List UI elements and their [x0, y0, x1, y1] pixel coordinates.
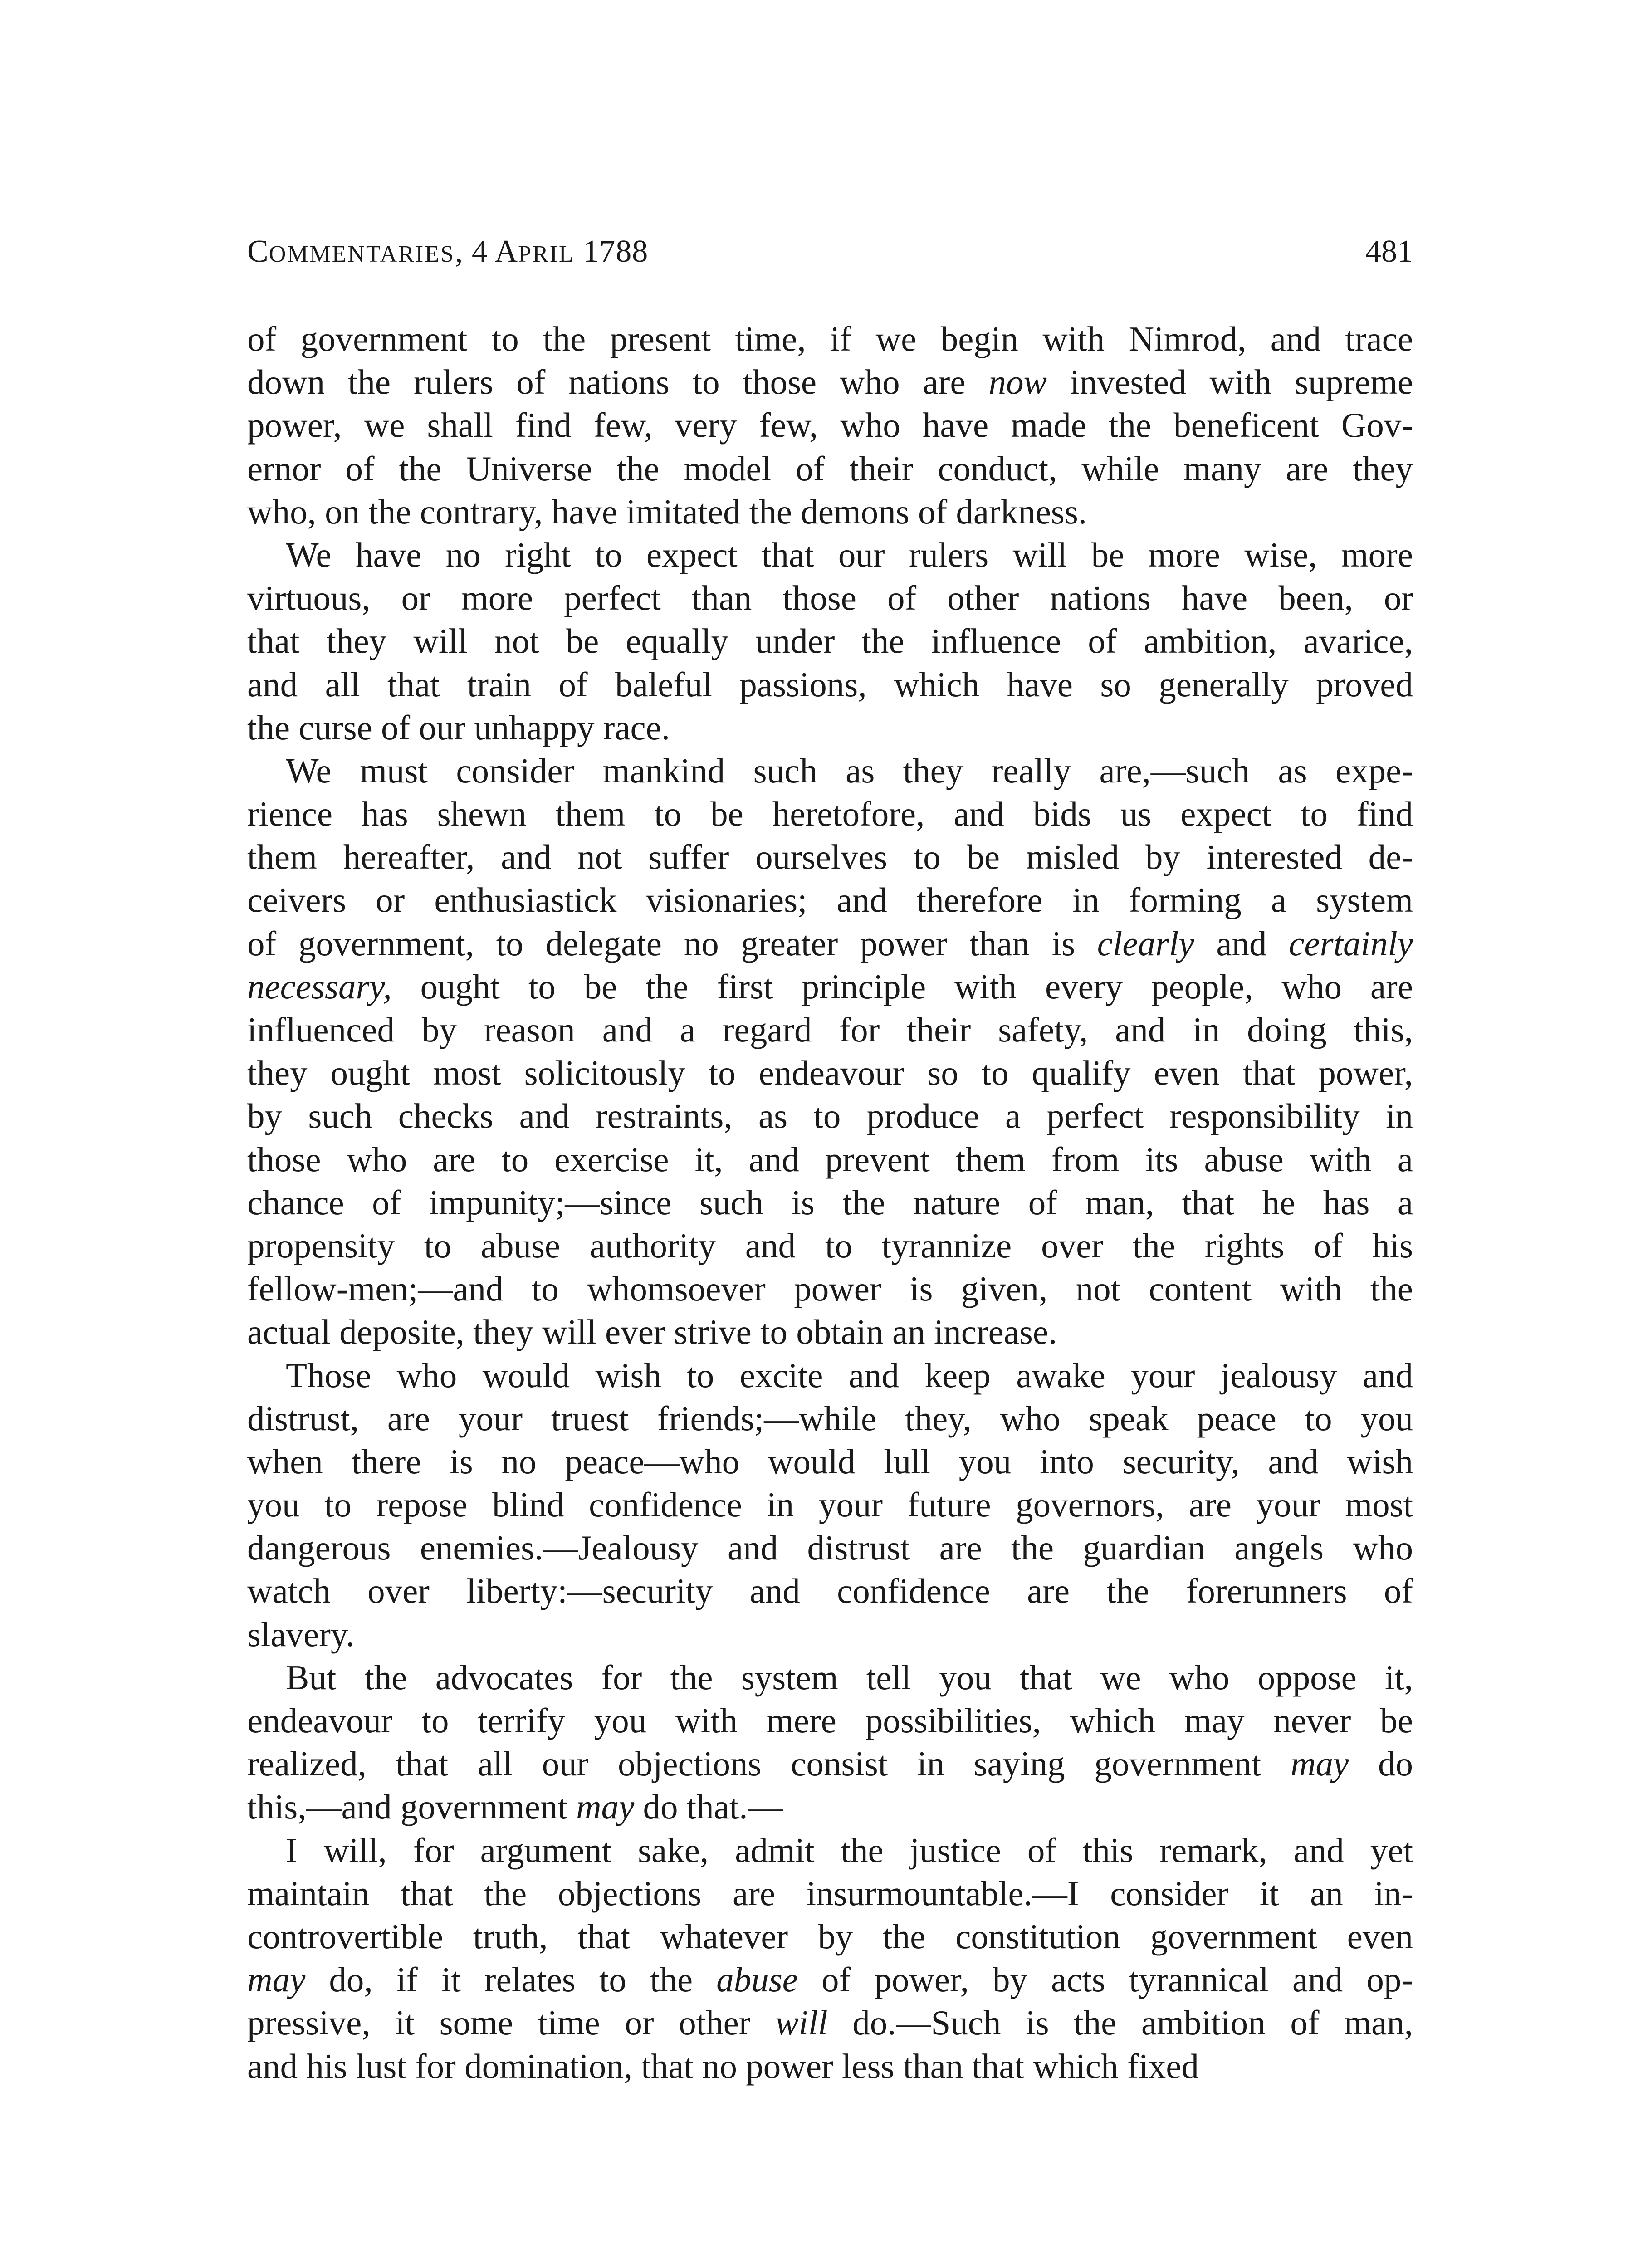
- paragraph: [247, 749, 1413, 1354]
- text-line: [247, 447, 1413, 490]
- text-run: ought to be the first principle with every people, who are: [391, 967, 1413, 1006]
- text-line: [247, 706, 1413, 749]
- text-line: [247, 1872, 1413, 1915]
- text-line: [247, 533, 1413, 577]
- running-head-title-cap1: C: [247, 234, 269, 269]
- text-line: [247, 792, 1413, 836]
- text-run: dangerous enemies.—Jealousy and distrust are the guardian angels who: [247, 1528, 1413, 1568]
- text-run: do, if it relates to the: [305, 1960, 717, 1999]
- text-run: of power, by acts tyrannical and op-: [797, 1960, 1413, 1999]
- italic-text: may: [247, 1960, 306, 1999]
- text-run: rience has shewn them to be heretofore, and bids us expect to find: [247, 794, 1413, 834]
- text-run: when there is no peace—who would lull you into security, and wish: [247, 1442, 1413, 1481]
- text-run: I will, for argument sake, admit the justice of this remark, and yet: [286, 1830, 1413, 1870]
- text-run: We must consider mankind such as they really are,—such as expe-: [286, 751, 1413, 790]
- text-line: [247, 1095, 1413, 1138]
- text-run: actual deposite, they will ever strive to obtain an increase.: [247, 1312, 1057, 1352]
- text-run: watch over liberty:—security and confidence are the forerunners of: [247, 1571, 1413, 1611]
- text-line: [247, 1656, 1413, 1699]
- text-run: virtuous, or more perfect than those of other nations have been, or: [247, 578, 1413, 618]
- text-run: of government, to delegate no greater power than is: [247, 924, 1097, 963]
- text-run: do.—Such is the ambition of man,: [827, 2003, 1413, 2043]
- text-run: ceivers or enthusiastick visionaries; and therefore in forming a system: [247, 880, 1413, 920]
- text-line: [247, 361, 1413, 404]
- text-line: [247, 1958, 1413, 2001]
- running-head: [247, 227, 1413, 277]
- text-line: [247, 404, 1413, 447]
- text-run: propensity to abuse authority and to tyrannize over the rights of his: [247, 1226, 1413, 1265]
- paragraph: [247, 1829, 1413, 2088]
- italic-text: now: [988, 362, 1047, 402]
- text-line: [247, 318, 1413, 361]
- text-line: [247, 1785, 1413, 1828]
- paragraph: [247, 1656, 1413, 1829]
- text-line: [247, 1267, 1413, 1310]
- text-run: them hereafter, and not suffer ourselves to be misled by interested de-: [247, 837, 1413, 877]
- paragraph: [247, 533, 1413, 749]
- text-line: [247, 1613, 1413, 1656]
- italic-text: may: [576, 1787, 635, 1827]
- text-run: do that.—: [634, 1787, 783, 1827]
- text-line: [247, 965, 1413, 1008]
- text-line: [247, 1008, 1413, 1051]
- text-line: [247, 577, 1413, 620]
- text-run: and his lust for domination, that no power less than that which fixed: [247, 2046, 1199, 2086]
- text-run: and all that train of baleful passions, which have so generally proved: [247, 665, 1413, 704]
- text-run: realized, that all our objections consist in saying government: [247, 1744, 1291, 1784]
- text-run: of government to the present time, if we begin with Nimrod, and trace: [247, 319, 1413, 358]
- text-line: [247, 1138, 1413, 1181]
- text-line: [247, 1526, 1413, 1569]
- text-line: [247, 1181, 1413, 1224]
- text-line: [247, 1699, 1413, 1742]
- text-run: they ought most solicitously to endeavour so to qualify even that power,: [247, 1053, 1413, 1093]
- running-head-title-smallcaps1: OMMENTARIES: [269, 241, 455, 267]
- text-run: ernor of the Universe the model of their conduct, while many are they: [247, 449, 1413, 488]
- text-run: this,—and government: [247, 1787, 576, 1827]
- text-run: But the advocates for the system tell you that we who oppose it,: [286, 1657, 1413, 1697]
- text-run: chance of impunity;—since such is the nature of man, that he has a: [247, 1183, 1413, 1222]
- text-run: fellow-men;—and to whomsoever power is given, not content with the: [247, 1269, 1413, 1309]
- text-run: maintain that the objections are insurmountable.—I consider it an in-: [247, 1873, 1413, 1913]
- italic-text: will: [775, 2003, 828, 2043]
- text-line: [247, 1397, 1413, 1440]
- text-run: that they will not be equally under the influence of ambition, avarice,: [247, 621, 1413, 661]
- running-head-title-cap2: A: [494, 234, 518, 269]
- text-line: [247, 1829, 1413, 1872]
- text-run: who, on the contrary, have imitated the demons of darkness.: [247, 492, 1087, 531]
- text-line: [247, 620, 1413, 663]
- running-head-title-smallcaps2: PRIL: [518, 241, 575, 267]
- running-head-title-year: 1788: [574, 234, 649, 269]
- italic-text: necessary,: [247, 967, 392, 1006]
- body-text: [247, 318, 1413, 2088]
- text-line: [247, 1051, 1413, 1095]
- text-run: distrust, are your truest friends;—while they, who speak peace to you: [247, 1398, 1413, 1438]
- text-run: and: [1194, 924, 1289, 963]
- paragraph: [247, 318, 1413, 533]
- running-head-title: [247, 227, 648, 279]
- text-line: [247, 749, 1413, 792]
- text-line: [247, 1742, 1413, 1785]
- text-line: [247, 1915, 1413, 1958]
- italic-text: may: [1290, 1744, 1349, 1784]
- paragraph: [247, 1354, 1413, 1656]
- text-line: [247, 1310, 1413, 1354]
- text-run: slavery.: [247, 1614, 355, 1654]
- text-run: influenced by reason and a regard for their safety, and in doing this,: [247, 1010, 1413, 1049]
- running-head-title-date: , 4: [455, 234, 495, 269]
- text-run: do: [1349, 1744, 1413, 1784]
- text-run: controvertible truth, that whatever by the constitution government even: [247, 1916, 1413, 1956]
- page-number: 481: [1365, 234, 1413, 269]
- text-run: Those who would wish to excite and keep awake your jealousy and: [286, 1355, 1413, 1395]
- text-run: the curse of our unhappy race.: [247, 708, 670, 747]
- text-run: invested with supreme: [1046, 362, 1413, 402]
- italic-text: abuse: [716, 1960, 798, 1999]
- text-line: [247, 2001, 1413, 2044]
- text-line: [247, 879, 1413, 922]
- text-line: [247, 490, 1413, 533]
- text-line: [247, 1440, 1413, 1483]
- text-line: [247, 1483, 1413, 1526]
- text-run: pressive, it some time or other: [247, 2003, 776, 2043]
- text-line: [247, 2045, 1413, 2088]
- text-line: [247, 1569, 1413, 1613]
- text-run: down the rulers of nations to those who are: [247, 362, 989, 402]
- text-run: you to repose blind confidence in your future governors, are your most: [247, 1485, 1413, 1525]
- text-line: [247, 922, 1413, 965]
- text-line: [247, 1354, 1413, 1397]
- text-run: those who are to exercise it, and prevent them from its abuse with a: [247, 1139, 1413, 1179]
- text-run: by such checks and restraints, as to produce a perfect responsibility in: [247, 1096, 1413, 1136]
- text-line: [247, 663, 1413, 706]
- text-line: [247, 836, 1413, 879]
- text-run: power, we shall find few, very few, who have made the beneficent Gov-: [247, 406, 1413, 445]
- text-run: We have no right to expect that our rulers will be more wise, more: [286, 535, 1413, 574]
- italic-text: clearly: [1097, 924, 1194, 963]
- text-run: endeavour to terrify you with mere possibilities, which may never be: [247, 1701, 1413, 1740]
- text-line: [247, 1224, 1413, 1267]
- italic-text: certainly: [1289, 924, 1413, 963]
